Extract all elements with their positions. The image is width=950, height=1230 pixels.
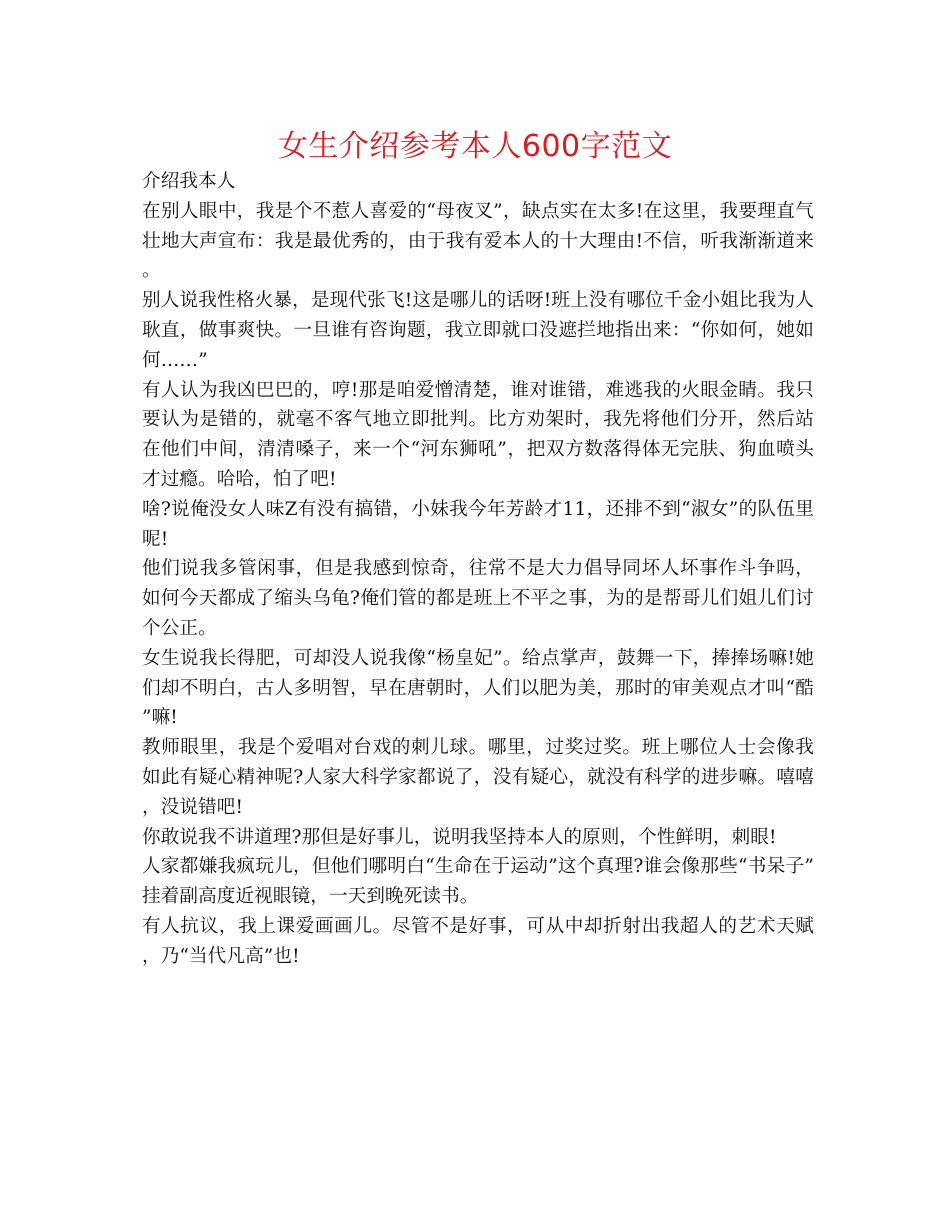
paragraph: 在别人眼中，我是个不惹人喜爱的“母夜叉”，缺点实在太多!在这里，我要理直气壮地大声宣布：我是最优秀的，由于我有爱本人的十大理由!不信，听我渐渐道来。 <box>142 200 814 282</box>
paragraph: 他们说我多管闲事，但是我感到惊奇，往常不是大力倡导同坏人坏事作斗争吗，如何今天都成了缩头乌龟?俺们管的都是班上不平之事，为的是帮哥儿们姐儿们讨个公正。 <box>142 558 814 639</box>
paragraph: 人家都嫌我疯玩儿，但他们哪明白“生命在于运动”这个真理?谁会像那些“书呆子”挂着副高度近视眼镜，一天到晚死读书。 <box>142 856 814 908</box>
paragraph: 你敢说我不讲道理?那但是好事儿，说明我坚持本人的原则，个性鲜明，刺眼! <box>142 826 777 848</box>
paragraph: 别人说我性格火暴，是现代张飞!这是哪儿的话呀!班上没有哪位千金小姐比我为人耿直，做事爽快。一旦谁有咨询题，我立即就口没遮拦地指出来：“你如何，她如何……” <box>142 290 814 371</box>
paragraph: 教师眼里，我是个爱唱对台戏的刺儿球。哪里，过奖过奖。班上哪位人士会像我如此有疑心精神呢?人家大科学家都说了，没有疑心，就没有科学的进步嘛。嘻嘻，没说错吧! <box>142 737 814 818</box>
document-title: 女生介绍参考本人600字范文 <box>277 129 673 164</box>
paragraph: 有人认为我凶巴巴的，哼!那是咱爱憎清楚，谁对谁错，难逃我的火眼金睛。我只要认为是错的，就毫不客气地立即批判。比方劝架时，我先将他们分开，然后站在他们中间，清清嗓子，来一个“河东狮吼”，把双方数落得体无完肤、狗血喷头才过瘾。哈哈，怕了吧! <box>142 379 814 490</box>
paragraph-intro-heading: 介绍我本人 <box>142 171 236 192</box>
paragraph: 女生说我长得肥，可却没人说我像“杨皇妃”。给点掌声，鼓舞一下，捧捧场嘛!她们却不明白，古人多明智，早在唐朝时，人们以肥为美，那时的审美观点才叫“酷”嘛! <box>142 647 814 729</box>
document-body <box>142 167 814 972</box>
paragraph: 啥?说俺没女人味Z有没有搞错，小妹我今年芳龄才11，还排不到“淑女”的队伍里呢! <box>142 498 814 550</box>
paragraph: 有人抗议，我上课爱画画儿。尽管不是好事，可从中却折射出我超人的艺术天赋，乃“当代凡高”也! <box>142 915 814 967</box>
